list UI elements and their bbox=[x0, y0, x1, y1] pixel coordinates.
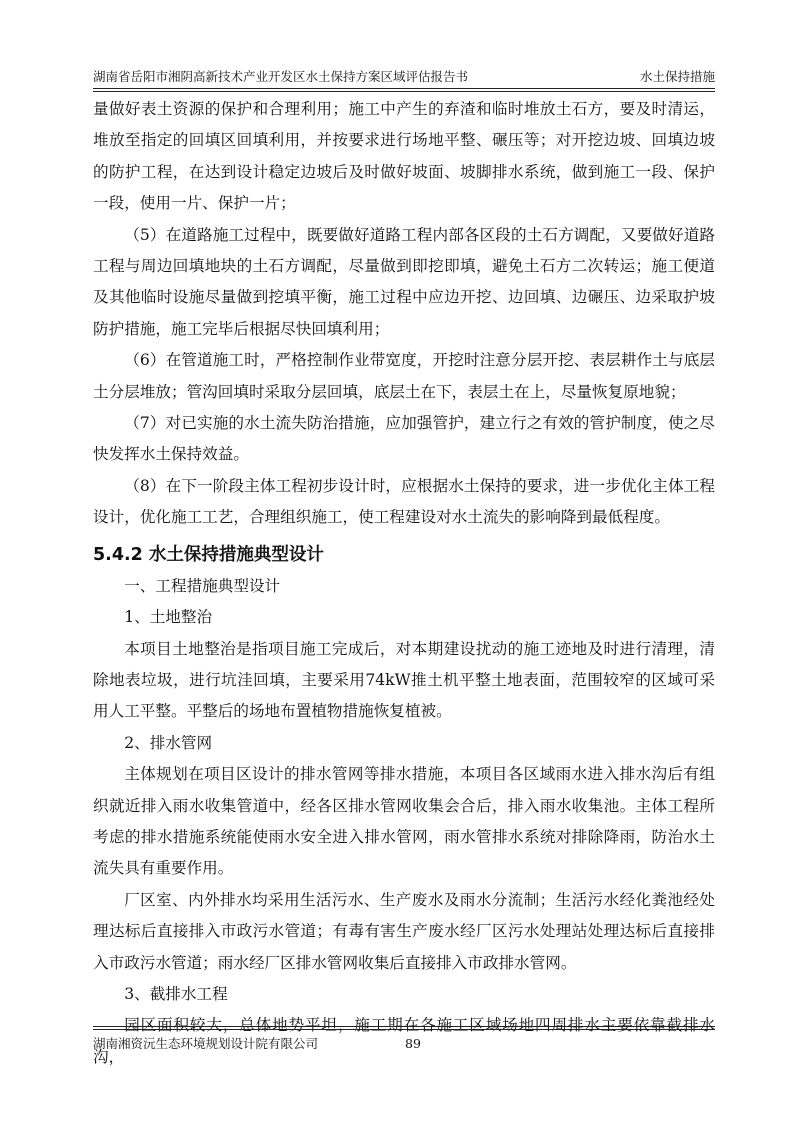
paragraph: 厂区室、内外排水均采用生活污水、生产废水及雨水分流制；生活污水经化粪池经处理达标后直接排入市政污水管道；有毒有害生产废水经厂区污水处理站处理达标后直接排入市政污水管道；雨水经厂区排水管网收集后直接排入市政排水管网。 bbox=[93, 890, 715, 972]
item-title: 1、土地整治 bbox=[124, 608, 213, 627]
section-heading: 5.4.2 水土保持措施典型设计 bbox=[93, 544, 324, 565]
item-title: 2、排水管网 bbox=[124, 733, 213, 752]
page-number: 89 bbox=[405, 1036, 421, 1051]
paragraph: 量做好表土资源的保护和合理利用；施工中产生的弃渣和临时堆放土石方，要及时清运，堆放至指定的回填区回填利用，并按要求进行场地平整、碾压等；对开挖边坡、回填边坡的防护工程，在达到设计稳定边坡后及时做好坡面、坡脚排水系统，做到施工一段、保护一段，使用一片、保护一片； bbox=[93, 100, 715, 213]
paragraph: 本项目土地整治是指项目施工完成后，对本期建设扰动的施工迹地及时进行清理，清除地表垃圾，进行坑洼回填，主要采用74kW推土机平整土地表面，范围较窄的区域可采用人工平整。平整后的场地布置植物措施恢复植被。 bbox=[93, 639, 715, 721]
paragraph: （6）在管道施工时，严格控制作业带宽度，开挖时注意分层开挖、表层耕作土与底层土分层堆放；管沟回填时采取分层回填，底层土在下，表层土在上，尽量恢复原地貌； bbox=[93, 351, 715, 401]
paragraph: （5）在道路施工过程中，既要做好道路工程内部各区段的土石方调配，又要做好道路工程与周边回填地块的土石方调配，尽量做到即挖即填，避免土石方二次转运；施工便道及其他临时设施尽量做到挖填平衡，施工过程中应边开挖、边回填、边碾压、边采取护坡防护措施，施工完毕后根据尽快回填利用； bbox=[93, 225, 715, 338]
page-header bbox=[93, 68, 715, 86]
chapter-title: 水土保持措施 bbox=[639, 69, 715, 84]
header-rule-thick bbox=[93, 91, 715, 92]
subsection-title: 一、工程措施典型设计 bbox=[124, 576, 281, 595]
page-body bbox=[93, 94, 715, 1073]
paragraph: 园区面积较大，总体地势平坦，施工期在各施工区域场地四周排水主要依靠截排水沟， bbox=[93, 1016, 715, 1066]
paragraph: （8）在下一阶段主体工程初步设计时，应根据水土保持的要求，进一步优化主体工程设计，优化施工工艺，合理组织施工，使工程建设对水土流失的影响降到最低程度。 bbox=[93, 476, 715, 527]
paragraph: 主体规划在项目区设计的排水管网等排水措施，本项目各区域雨水进入排水沟后有组织就近排入雨水收集管道中，经各区排水管网收集会合后，排入雨水收集池。主体工程所考虑的排水措施系统能使雨水安全进入排水管网，雨水管排水系统对排除降雨，防治水土流失具有重要作用。 bbox=[93, 765, 715, 878]
item-title: 3、截排水工程 bbox=[124, 984, 228, 1003]
report-title: 湖南省岳阳市湘阴高新技术产业开发区水土保持方案区域评估报告书 bbox=[93, 69, 469, 84]
paragraph: （7）对已实施的水土流失防治措施，应加强管护，建立行之有效的管护制度，使之尽快发挥水土保持效益。 bbox=[93, 414, 715, 464]
footer-rule-thick bbox=[93, 1026, 715, 1027]
header-rule bbox=[93, 88, 715, 89]
footer-rule bbox=[93, 1029, 715, 1030]
page-footer bbox=[93, 1035, 715, 1053]
company-name: 湖南湘资沅生态环境规划设计院有限公司 bbox=[93, 1036, 319, 1051]
